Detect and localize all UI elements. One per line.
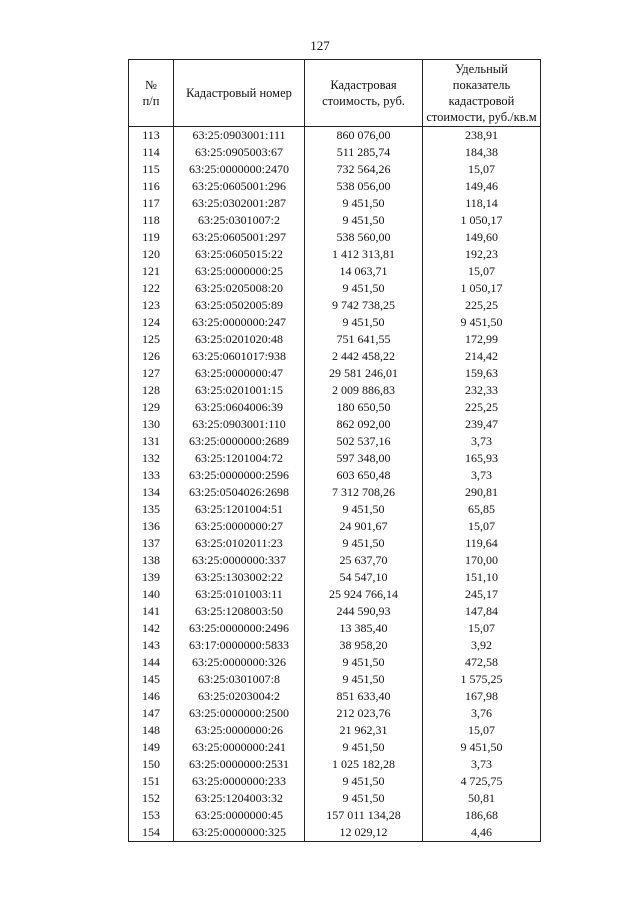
cell-cadastral-number: 63:25:0605001:297 — [174, 229, 305, 246]
cell-cadastral-cost: 212 023,76 — [305, 705, 423, 722]
table-row — [129, 178, 541, 195]
cell-cadastral-number: 63:25:0903001:110 — [174, 416, 305, 433]
table-row — [129, 739, 541, 756]
cell-row-number: 149 — [129, 739, 174, 756]
table-row — [129, 314, 541, 331]
cell-row-number: 139 — [129, 569, 174, 586]
cell-cadastral-cost: 9 451,50 — [305, 535, 423, 552]
cell-row-number: 123 — [129, 297, 174, 314]
cell-cadastral-number: 63:25:0000000:241 — [174, 739, 305, 756]
table-row — [129, 569, 541, 586]
table-row — [129, 722, 541, 739]
cell-cadastral-number: 63:25:0000000:2596 — [174, 467, 305, 484]
cell-cadastral-number: 63:25:0000000:337 — [174, 552, 305, 569]
cell-cadastral-cost: 860 076,00 — [305, 127, 423, 145]
cell-row-number: 154 — [129, 824, 174, 842]
cell-specific-index: 3,76 — [423, 705, 541, 722]
table-row — [129, 790, 541, 807]
cell-cadastral-number: 63:25:0502005:89 — [174, 297, 305, 314]
cell-cadastral-number: 63:25:0301007:8 — [174, 671, 305, 688]
cell-specific-index: 151,10 — [423, 569, 541, 586]
cell-cadastral-cost: 9 451,50 — [305, 654, 423, 671]
table-row — [129, 280, 541, 297]
cell-specific-index: 290,81 — [423, 484, 541, 501]
cell-specific-index: 1 050,17 — [423, 212, 541, 229]
cell-cadastral-number: 63:25:0205008:20 — [174, 280, 305, 297]
cell-cadastral-cost: 14 063,71 — [305, 263, 423, 280]
cell-row-number: 147 — [129, 705, 174, 722]
cell-cadastral-number: 63:25:0000000:247 — [174, 314, 305, 331]
cell-row-number: 152 — [129, 790, 174, 807]
cell-cadastral-number: 63:25:0000000:2531 — [174, 756, 305, 773]
cell-cadastral-number: 63:25:0301007:2 — [174, 212, 305, 229]
cell-specific-index: 118,14 — [423, 195, 541, 212]
cell-cadastral-cost: 24 901,67 — [305, 518, 423, 535]
table-row — [129, 365, 541, 382]
cell-cadastral-number: 63:25:0000000:2689 — [174, 433, 305, 450]
cell-row-number: 131 — [129, 433, 174, 450]
cell-cadastral-cost: 25 637,70 — [305, 552, 423, 569]
cell-cadastral-cost: 9 451,50 — [305, 773, 423, 790]
cell-specific-index: 167,98 — [423, 688, 541, 705]
cell-cadastral-cost: 180 650,50 — [305, 399, 423, 416]
table-row — [129, 654, 541, 671]
cell-cadastral-cost: 9 451,50 — [305, 501, 423, 518]
cell-specific-index: 149,60 — [423, 229, 541, 246]
table-row — [129, 756, 541, 773]
cell-cadastral-number: 63:25:0000000:26 — [174, 722, 305, 739]
cell-cadastral-cost: 12 029,12 — [305, 824, 423, 842]
cell-cadastral-cost: 538 056,00 — [305, 178, 423, 195]
cell-cadastral-number: 63:25:1201004:72 — [174, 450, 305, 467]
table-row — [129, 484, 541, 501]
cell-row-number: 128 — [129, 382, 174, 399]
table-row — [129, 450, 541, 467]
table-row — [129, 263, 541, 280]
table-row — [129, 705, 541, 722]
cell-row-number: 142 — [129, 620, 174, 637]
table-row — [129, 229, 541, 246]
header-number-sign: № — [145, 78, 157, 92]
table-row — [129, 773, 541, 790]
cell-specific-index: 149,46 — [423, 178, 541, 195]
cell-row-number: 118 — [129, 212, 174, 229]
cell-specific-index: 192,23 — [423, 246, 541, 263]
cell-cadastral-number: 63:25:0000000:2496 — [174, 620, 305, 637]
cell-cadastral-cost: 244 590,93 — [305, 603, 423, 620]
cell-cadastral-cost: 9 451,50 — [305, 739, 423, 756]
cell-row-number: 143 — [129, 637, 174, 654]
table-row — [129, 671, 541, 688]
table-row — [129, 161, 541, 178]
cell-specific-index: 3,92 — [423, 637, 541, 654]
table-row — [129, 246, 541, 263]
cell-row-number: 144 — [129, 654, 174, 671]
table-row — [129, 688, 541, 705]
cell-specific-index: 3,73 — [423, 756, 541, 773]
table-row — [129, 552, 541, 569]
table-row — [129, 399, 541, 416]
cell-specific-index: 214,42 — [423, 348, 541, 365]
cell-cadastral-cost: 25 924 766,14 — [305, 586, 423, 603]
table-body — [129, 127, 541, 842]
cell-cadastral-cost: 2 442 458,22 — [305, 348, 423, 365]
cell-specific-index: 65,85 — [423, 501, 541, 518]
cell-specific-index: 15,07 — [423, 161, 541, 178]
cell-cadastral-cost: 9 451,50 — [305, 212, 423, 229]
table-row — [129, 637, 541, 654]
cell-row-number: 124 — [129, 314, 174, 331]
cell-specific-index: 184,38 — [423, 144, 541, 161]
cell-row-number: 113 — [129, 127, 174, 145]
cell-row-number: 116 — [129, 178, 174, 195]
cell-specific-index: 239,47 — [423, 416, 541, 433]
cell-row-number: 134 — [129, 484, 174, 501]
cell-specific-index: 225,25 — [423, 399, 541, 416]
cell-specific-index: 472,58 — [423, 654, 541, 671]
cell-cadastral-number: 63:25:0905003:67 — [174, 144, 305, 161]
cell-cadastral-cost: 9 451,50 — [305, 314, 423, 331]
cell-row-number: 136 — [129, 518, 174, 535]
cell-cadastral-cost: 597 348,00 — [305, 450, 423, 467]
cell-row-number: 117 — [129, 195, 174, 212]
cell-row-number: 129 — [129, 399, 174, 416]
cell-cadastral-cost: 38 958,20 — [305, 637, 423, 654]
cell-row-number: 135 — [129, 501, 174, 518]
header-row-number — [129, 60, 174, 127]
cell-cadastral-number: 63:25:0302001:287 — [174, 195, 305, 212]
cell-specific-index: 1 575,25 — [423, 671, 541, 688]
cell-cadastral-cost: 502 537,16 — [305, 433, 423, 450]
cell-specific-index: 238,91 — [423, 127, 541, 145]
cell-cadastral-number: 63:25:0101003:11 — [174, 586, 305, 603]
cell-cadastral-number: 63:25:0000000:2500 — [174, 705, 305, 722]
cell-cadastral-cost: 9 742 738,25 — [305, 297, 423, 314]
cell-cadastral-cost: 9 451,50 — [305, 790, 423, 807]
cell-cadastral-cost: 9 451,50 — [305, 671, 423, 688]
cell-row-number: 145 — [129, 671, 174, 688]
cell-specific-index: 245,17 — [423, 586, 541, 603]
cell-cadastral-number: 63:25:1303002:22 — [174, 569, 305, 586]
cell-cadastral-number: 63:25:1208003:50 — [174, 603, 305, 620]
header-number-abbrev: п/п — [142, 94, 160, 108]
cell-specific-index: 147,84 — [423, 603, 541, 620]
cell-cadastral-cost: 21 962,31 — [305, 722, 423, 739]
cell-specific-index: 15,07 — [423, 722, 541, 739]
cell-cadastral-number: 63:25:0000000:27 — [174, 518, 305, 535]
cell-row-number: 115 — [129, 161, 174, 178]
table-row — [129, 586, 541, 603]
cell-cadastral-cost: 732 564,26 — [305, 161, 423, 178]
table-row — [129, 433, 541, 450]
cell-cadastral-number: 63:25:0000000:325 — [174, 824, 305, 842]
cell-cadastral-cost: 7 312 708,26 — [305, 484, 423, 501]
cell-specific-index: 186,68 — [423, 807, 541, 824]
cell-specific-index: 172,99 — [423, 331, 541, 348]
table-row — [129, 348, 541, 365]
cell-row-number: 150 — [129, 756, 174, 773]
cell-specific-index: 3,73 — [423, 433, 541, 450]
table-row — [129, 824, 541, 842]
table-row — [129, 501, 541, 518]
cell-cadastral-cost: 603 650,48 — [305, 467, 423, 484]
cell-specific-index: 4 725,75 — [423, 773, 541, 790]
cell-cadastral-number: 63:25:0000000:25 — [174, 263, 305, 280]
table-row — [129, 144, 541, 161]
cell-cadastral-number: 63:25:0000000:47 — [174, 365, 305, 382]
header-row — [129, 60, 541, 127]
cell-cadastral-number: 63:25:0604006:39 — [174, 399, 305, 416]
cell-cadastral-number: 63:25:1204003:32 — [174, 790, 305, 807]
cell-row-number: 130 — [129, 416, 174, 433]
cell-row-number: 133 — [129, 467, 174, 484]
cell-cadastral-cost: 1 412 313,81 — [305, 246, 423, 263]
cell-cadastral-number: 63:25:0504026:2698 — [174, 484, 305, 501]
table-row — [129, 297, 541, 314]
cell-row-number: 121 — [129, 263, 174, 280]
cell-cadastral-cost: 13 385,40 — [305, 620, 423, 637]
cell-row-number: 138 — [129, 552, 174, 569]
table-row — [129, 620, 541, 637]
cell-row-number: 132 — [129, 450, 174, 467]
header-specific-index: Удельный показатель кадастровой стоимости, руб./кв.м — [423, 60, 541, 127]
table-row — [129, 807, 541, 824]
table-header — [129, 60, 541, 127]
cell-cadastral-cost: 29 581 246,01 — [305, 365, 423, 382]
cell-cadastral-cost: 862 092,00 — [305, 416, 423, 433]
table-row — [129, 127, 541, 145]
cell-row-number: 120 — [129, 246, 174, 263]
cell-cadastral-number: 63:25:0605001:296 — [174, 178, 305, 195]
cell-specific-index: 119,64 — [423, 535, 541, 552]
cell-row-number: 119 — [129, 229, 174, 246]
table-row — [129, 467, 541, 484]
cell-specific-index: 15,07 — [423, 518, 541, 535]
table-row — [129, 212, 541, 229]
cell-cadastral-number: 63:25:0903001:111 — [174, 127, 305, 145]
cell-row-number: 114 — [129, 144, 174, 161]
cell-cadastral-number: 63:25:0102011:23 — [174, 535, 305, 552]
cell-cadastral-number: 63:25:0201020:48 — [174, 331, 305, 348]
cell-cadastral-cost: 1 025 182,28 — [305, 756, 423, 773]
cell-specific-index: 225,25 — [423, 297, 541, 314]
cell-specific-index: 232,33 — [423, 382, 541, 399]
cell-row-number: 146 — [129, 688, 174, 705]
cell-cadastral-number: 63:25:0000000:2470 — [174, 161, 305, 178]
cell-row-number: 125 — [129, 331, 174, 348]
cell-specific-index: 159,63 — [423, 365, 541, 382]
table-row — [129, 195, 541, 212]
cell-specific-index: 170,00 — [423, 552, 541, 569]
cell-cadastral-cost: 851 633,40 — [305, 688, 423, 705]
cell-specific-index: 3,73 — [423, 467, 541, 484]
cell-specific-index: 9 451,50 — [423, 739, 541, 756]
cell-cadastral-cost: 54 547,10 — [305, 569, 423, 586]
cell-specific-index: 15,07 — [423, 263, 541, 280]
cell-cadastral-number: 63:25:0201001:15 — [174, 382, 305, 399]
cell-specific-index: 4,46 — [423, 824, 541, 842]
table-row — [129, 331, 541, 348]
cell-row-number: 137 — [129, 535, 174, 552]
cell-row-number: 127 — [129, 365, 174, 382]
cell-cadastral-cost: 538 560,00 — [305, 229, 423, 246]
cell-cadastral-number: 63:25:0605015:22 — [174, 246, 305, 263]
cadastral-value-table — [128, 59, 541, 842]
table-row — [129, 382, 541, 399]
header-cadastral-number: Кадастровый номер — [174, 60, 305, 127]
cell-cadastral-number: 63:25:0000000:233 — [174, 773, 305, 790]
cell-cadastral-cost: 9 451,50 — [305, 280, 423, 297]
cell-row-number: 153 — [129, 807, 174, 824]
cell-cadastral-cost: 511 285,74 — [305, 144, 423, 161]
cell-cadastral-cost: 751 641,55 — [305, 331, 423, 348]
cell-row-number: 151 — [129, 773, 174, 790]
cell-cadastral-cost: 157 011 134,28 — [305, 807, 423, 824]
cell-cadastral-number: 63:25:0000000:45 — [174, 807, 305, 824]
cell-row-number: 126 — [129, 348, 174, 365]
cell-specific-index: 15,07 — [423, 620, 541, 637]
table-row — [129, 535, 541, 552]
table-row — [129, 603, 541, 620]
cell-row-number: 122 — [129, 280, 174, 297]
cell-cadastral-cost: 9 451,50 — [305, 195, 423, 212]
cell-specific-index: 165,93 — [423, 450, 541, 467]
cell-cadastral-number: 63:25:0601017:938 — [174, 348, 305, 365]
cell-cadastral-cost: 2 009 886,83 — [305, 382, 423, 399]
table-row — [129, 518, 541, 535]
cell-cadastral-number: 63:17:0000000:5833 — [174, 637, 305, 654]
cell-cadastral-number: 63:25:1201004:51 — [174, 501, 305, 518]
cell-cadastral-number: 63:25:0203004:2 — [174, 688, 305, 705]
cell-row-number: 148 — [129, 722, 174, 739]
cell-cadastral-number: 63:25:0000000:326 — [174, 654, 305, 671]
header-cadastral-cost: Кадастровая стоимость, руб. — [305, 60, 423, 127]
page-number: 127 — [310, 38, 330, 53]
cell-specific-index: 9 451,50 — [423, 314, 541, 331]
cell-row-number: 140 — [129, 586, 174, 603]
table-row — [129, 416, 541, 433]
cell-row-number: 141 — [129, 603, 174, 620]
cell-specific-index: 1 050,17 — [423, 280, 541, 297]
cell-specific-index: 50,81 — [423, 790, 541, 807]
